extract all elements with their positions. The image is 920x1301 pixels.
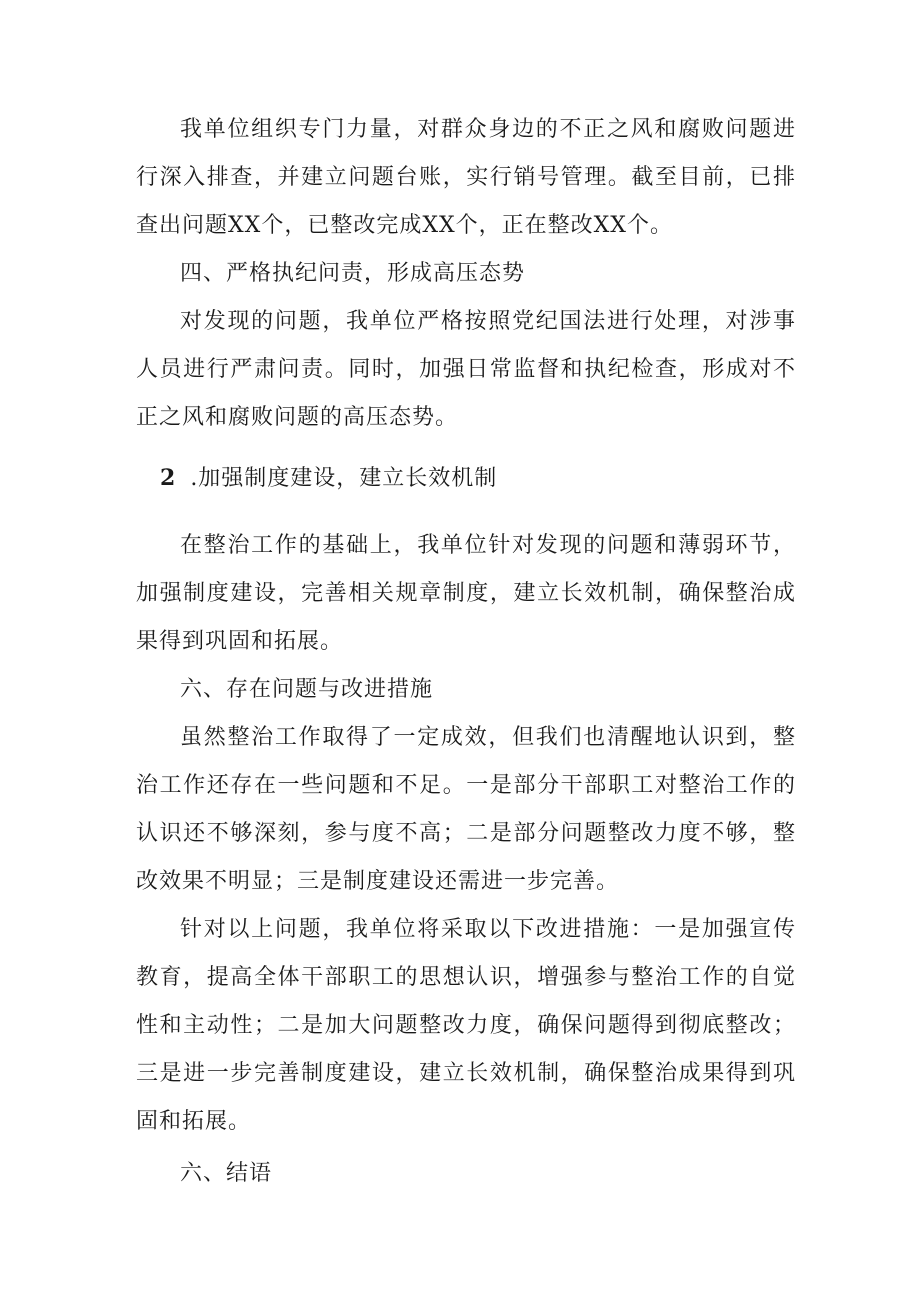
heading-number: 2 <box>160 465 177 491</box>
heading-conclusion: 六、结语 <box>180 1161 273 1186</box>
paragraph-problems: 虽然整治工作取得了一定成效，但我们也清醒地认识到，整治工作还存在一些问题和不足。一是部分干部职工对整治工作的认识还不够深刻，参与度不高；二是部分问题整改力度不够，整改效果不明显；三是制度建设还需进一步完善。 <box>136 725 796 894</box>
paragraph-investigation: 我单位组织专门力量，对群众身边的不正之风和腐败问题进行深入排查，并建立问题台账，实行销号管理。截至目前，已排查出问题XX个，已整改完成XX个，正在整改XX个。 <box>136 117 796 238</box>
heading-problems-measures: 六、存在问题与改进措施 <box>180 677 434 702</box>
heading-system-building-text: .加强制度建设，建立长效机制 <box>190 466 498 491</box>
paragraph-system-building: 在整治工作的基础上，我单位针对发现的问题和薄弱环节，加强制度建设，完善相关规章制度，建立长效机制，确保整治成果得到巩固和拓展。 <box>136 533 796 654</box>
heading-discipline: 四、严格执纪问责，形成高压态势 <box>180 261 526 286</box>
heading-system-building <box>160 454 497 503</box>
paragraph-discipline: 对发现的问题，我单位严格按照党纪国法进行处理，对涉事人员进行严肃问责。同时，加强日常监督和执纪检查，形成对不正之风和腐败问题的高压态势。 <box>136 309 796 430</box>
paragraph-measures: 针对以上问题，我单位将采取以下改进措施：一是加强宣传教育，提高全体干部职工的思想认识，增强参与整治工作的自觉性和主动性；二是加大问题整改力度，确保问题得到彻底整改；三是进一步完善制度建设，建立长效机制，确保整治成果得到巩固和拓展。 <box>136 917 796 1134</box>
